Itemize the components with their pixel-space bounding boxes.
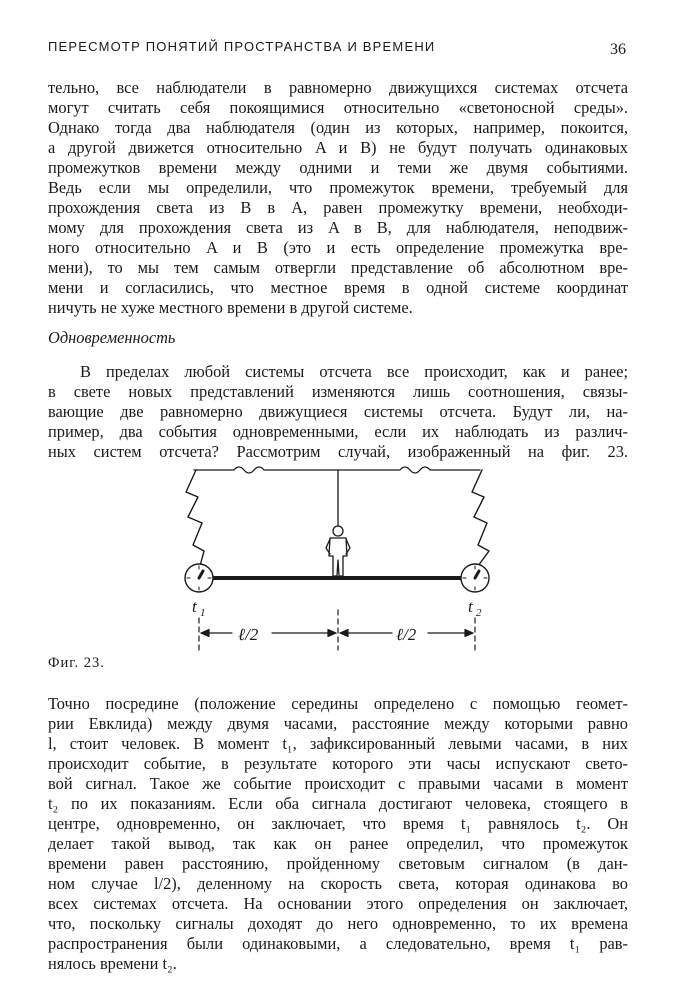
text-line: времени равен расстоянию, пройденному световым сигналом (в дан- [48, 854, 628, 873]
text-line: центре, одновременно, он заключает, что время t₁ равнялось t₂. Он [48, 814, 628, 833]
left-clock-subscript: 1 [200, 607, 206, 619]
right-lightning [472, 470, 489, 566]
arrowhead [465, 630, 473, 637]
right-clock [461, 564, 489, 592]
right-clock-subscript: 2 [476, 607, 482, 619]
text-line: прохождения света из B в A, равен промежутку времени, необходи- [48, 198, 628, 217]
text-line: вой сигнал. Такое же событие происходит с правыми часами в момент [48, 774, 628, 793]
right-clock-hand [475, 571, 479, 578]
text-line: В пределах любой системы отсчета все происходит, как и ранее; [80, 362, 628, 381]
left-lightning [186, 470, 204, 566]
page-number: 36 [610, 41, 626, 58]
text-line: мому для прохождения света из A в B, для наблюдателя, неподвиж- [48, 218, 628, 237]
text-line: Ведь если мы определили, что промежуток времени, требуемый для [48, 178, 628, 197]
left-clock-label: t [192, 597, 197, 616]
text-line: рии Евклида) между двумя часами, расстояние между которыми равно [48, 714, 628, 733]
left-clock [185, 564, 213, 592]
text-line: всех системах отсчета. На основании этого определения он заключает, [48, 894, 628, 913]
text-line: Точно посредине (положение середины определено с помощью геомет- [48, 694, 628, 713]
section-title: Одновременность [48, 328, 176, 347]
arrowhead [201, 630, 209, 637]
text-line: происходит событие, в результате которого эти часы испускают свето- [48, 754, 628, 773]
text-line: ного относительно A и B (это и есть определение промежутка вре- [48, 238, 628, 257]
text-line: в свете новых представлений изменяются лишь соотношения, связы- [48, 382, 628, 401]
arrowhead [340, 630, 348, 637]
text-line: нялось времени t₂. [48, 954, 177, 973]
text-line: мени и согласились, что местное время в одной системе координат [48, 278, 628, 297]
text-line: t₂ по их показаниям. Если оба сигнала достигают человека, стоящего в [48, 794, 628, 813]
half-distance-label-right: ℓ/2 [396, 625, 417, 644]
figure-caption: Фиг. 23. [48, 655, 105, 671]
text-line: ничуть не хуже местного времени в другой системе. [48, 298, 413, 317]
text-line: промежутков времени между одними и теми же двумя событиями. [48, 158, 628, 177]
text-line: могут считать себя покоящимися относительно «светоносной среды». [48, 98, 628, 117]
text-line: l, стоит человек. В момент t₁, зафиксированный левыми часами, в них [48, 734, 628, 753]
left-clock-hand [199, 571, 203, 578]
running-title: ПЕРЕСМОТР ПОНЯТИЙ ПРОСТРАНСТВА И ВРЕМЕНИ [48, 39, 436, 54]
text-line: мени), то мы тем самым отвергли представление об абсолютном вре- [48, 258, 628, 277]
text-line: пример, два события одновременными, если их наблюдать из различ- [48, 422, 628, 441]
text-line: Однако тогда два наблюдателя (один из которых, например, покоится, [48, 118, 628, 137]
text-line: вающие две равномерно движущиеся системы отсчета. Будут ли, на- [48, 402, 628, 421]
text-line: ных систем отсчета? Рассмотрим случай, изображенный на фиг. 23. [48, 442, 628, 461]
text-line: делает такой вывод, так как он ранее определил, что промежуток [48, 834, 628, 853]
arrowhead [328, 630, 336, 637]
half-distance-label-left: ℓ/2 [238, 625, 259, 644]
person-figure [326, 526, 350, 576]
text-line: что, поскольку сигналы доходят до него одновременно, то их времена [48, 914, 628, 933]
text-line: распространения были одинаковыми, а следовательно, время t₁ рав- [48, 934, 628, 953]
text-line: ном случае l/2), деленному на скорость света, которая одинакова во [48, 874, 628, 893]
text-line: тельно, все наблюдатели в равномерно движущихся системах отсчета [48, 78, 628, 97]
top-signal-line [194, 467, 480, 473]
right-clock-label: t [468, 597, 473, 616]
text-line: а другой движется относительно A и B) не будут получать одинаковых [48, 138, 628, 157]
